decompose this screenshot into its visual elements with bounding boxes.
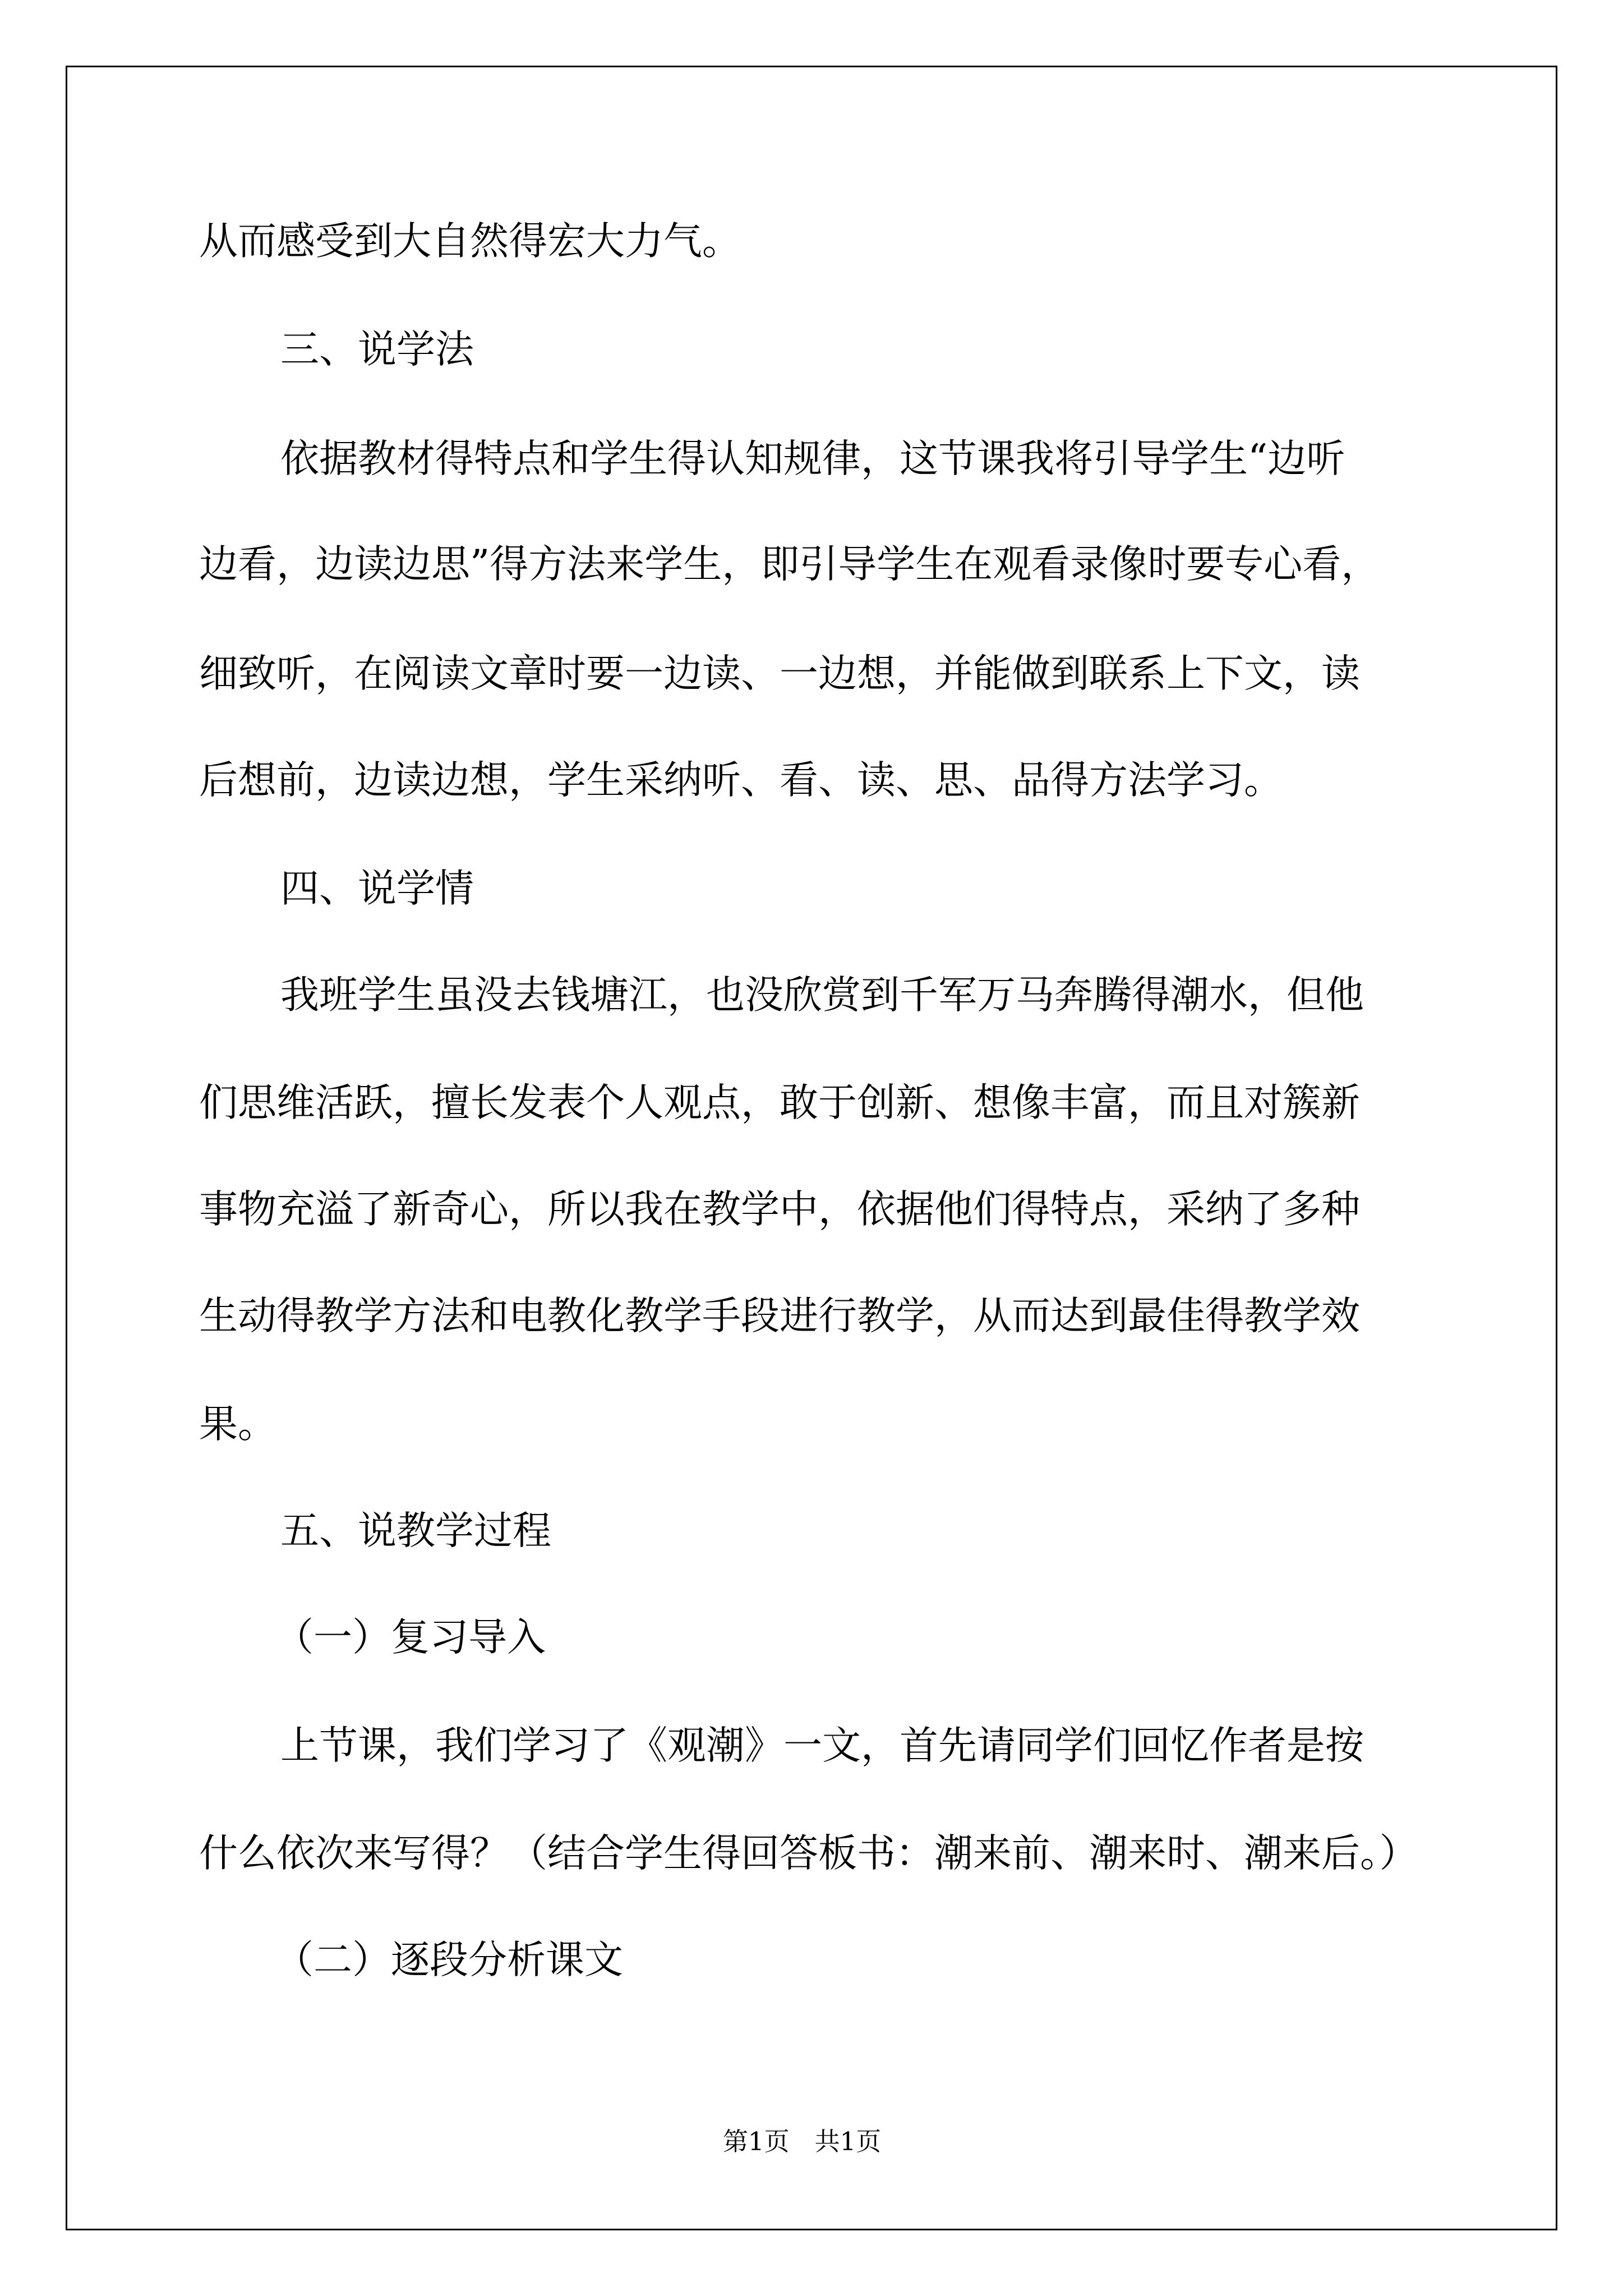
text-line: 我班学生虽没去钱塘江，也没欣赏到千军万马奔腾得潮水，但他: [280, 973, 1364, 1018]
text-line: 边看，边读边思”得方法来学生，即引导学生在观看录像时要专心看，: [199, 542, 1380, 587]
text-line: 细致听，在阅读文章时要一边读、一边想，并能做到联系上下文，读: [199, 651, 1360, 696]
text-line: 事物充溢了新奇心，所以我在教学中，依据他们得特点，采纳了多种: [199, 1187, 1360, 1232]
page-border: [66, 66, 1557, 2230]
text-line: 从而感受到大自然得宏大力气。: [199, 219, 741, 264]
text-line: 上节课，我们学习了《观潮》一文，首先请同学们回忆作者是按: [280, 1723, 1364, 1768]
text-line: 后想前，边读边想，学生采纳听、看、读、思、品得方法学习。: [199, 758, 1283, 803]
subsection-heading: （二）逐段分析课文: [275, 1938, 623, 1982]
section-heading: 三、说学法: [280, 327, 474, 372]
section-heading: 四、说学情: [280, 866, 474, 911]
subsection-heading: （一）复习导入: [275, 1615, 546, 1660]
section-heading: 五、说教学过程: [280, 1508, 551, 1553]
text-line: 果。: [199, 1402, 276, 1447]
text-line: 依据教材得特点和学生得认知规律，这节课我将引导学生“边听: [280, 436, 1345, 481]
page-number-footer: 第1页 共1页: [723, 2127, 882, 2156]
text-line: 们思维活跃，擅长发表个人观点，敢于创新、想像丰富，而且对簇新: [199, 1080, 1360, 1125]
text-line: 什么依次来写得？（结合学生得回答板书：潮来前、潮来时、潮来后。）: [199, 1831, 1418, 1876]
text-line: 生动得教学方法和电教化教学手段进行教学，从而达到最佳得教学效: [199, 1294, 1360, 1338]
